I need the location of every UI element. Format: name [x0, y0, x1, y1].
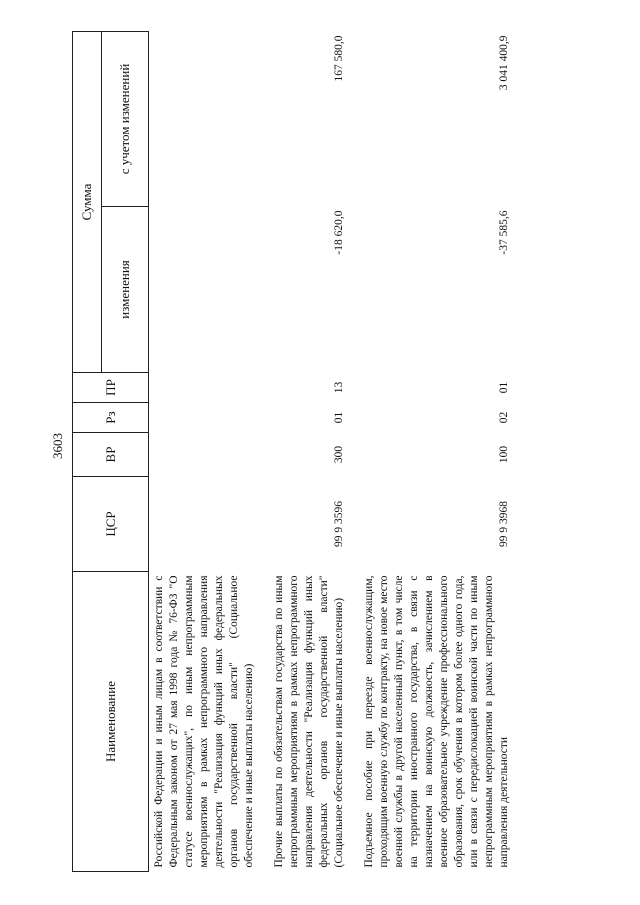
- header-rz: Рз: [73, 403, 149, 433]
- row-vr: [149, 433, 261, 477]
- header-change: изменения: [102, 207, 149, 373]
- header-vr: ВР: [73, 433, 149, 477]
- header-sum: Сумма: [73, 32, 102, 373]
- row-name: Российской Федерации и иным лицам в соответствии с Федеральным законом от 27 мая 1998 года № 76-ФЗ "О статусе военнослужащих", по иным непрограммным мероприятиям в рамках непрограммного направления деятельности "Реализация функций иных федеральных органов государственной власти" (Социальное обеспечение и иные выплаты населению): [153, 575, 255, 868]
- header-with-change: с учетом изменений: [102, 32, 149, 207]
- row-change: -18 620,0: [333, 210, 345, 255]
- row-total: 3 041 400,9: [498, 35, 510, 91]
- row-pr: [149, 373, 261, 403]
- row-total: [149, 32, 261, 207]
- row-change: [149, 207, 261, 373]
- row-rz: [149, 403, 261, 433]
- header-csr: ЦСР: [73, 477, 149, 572]
- row-csr: 99 9 3596: [333, 501, 345, 547]
- row-pr: 01: [498, 381, 510, 394]
- header-name: Наименование: [73, 572, 149, 872]
- row-csr: 99 9 3968: [498, 501, 510, 547]
- table-row: [260, 32, 350, 872]
- row-pr: 13: [333, 381, 345, 394]
- table-row: [149, 32, 261, 872]
- budget-table: [72, 31, 515, 872]
- row-rz: 02: [498, 411, 510, 424]
- row-rz: 01: [333, 411, 345, 424]
- page-number: 3603: [50, 433, 65, 459]
- row-name: Подъемное пособие при переезде военнослужащим, проходящим военную службу по контракту, на новое место военной службы в другой населенный пункт, в том числе на территории иностранного государства, в связи с назначением на воинскую должность, зачислением в военное образовательное учреждение профессионального образования, срок обучения в котором более одного года, или в связи с передислокацией воинской части по иным непрограммным мероприятиям в рамках непрограммного направления деятельности: [363, 575, 510, 868]
- header-pr: ПР: [73, 373, 149, 403]
- budget-table-rotated: [72, 32, 552, 872]
- table-row: [350, 32, 515, 872]
- table-header-row: [73, 32, 102, 872]
- row-csr: [149, 477, 261, 572]
- row-change: -37 585,6: [498, 210, 510, 255]
- row-vr: 100: [498, 445, 510, 464]
- row-vr: 300: [333, 445, 345, 464]
- row-name: Прочие выплаты по обязательствам государства по иным непрограммным мероприятиям в рамках непрограммного направления деятельности "Реализация функций иных федеральных органов государственной власти" (Социальное обеспечение и иные выплаты населению): [273, 575, 345, 868]
- row-total: 167 580,0: [333, 35, 345, 82]
